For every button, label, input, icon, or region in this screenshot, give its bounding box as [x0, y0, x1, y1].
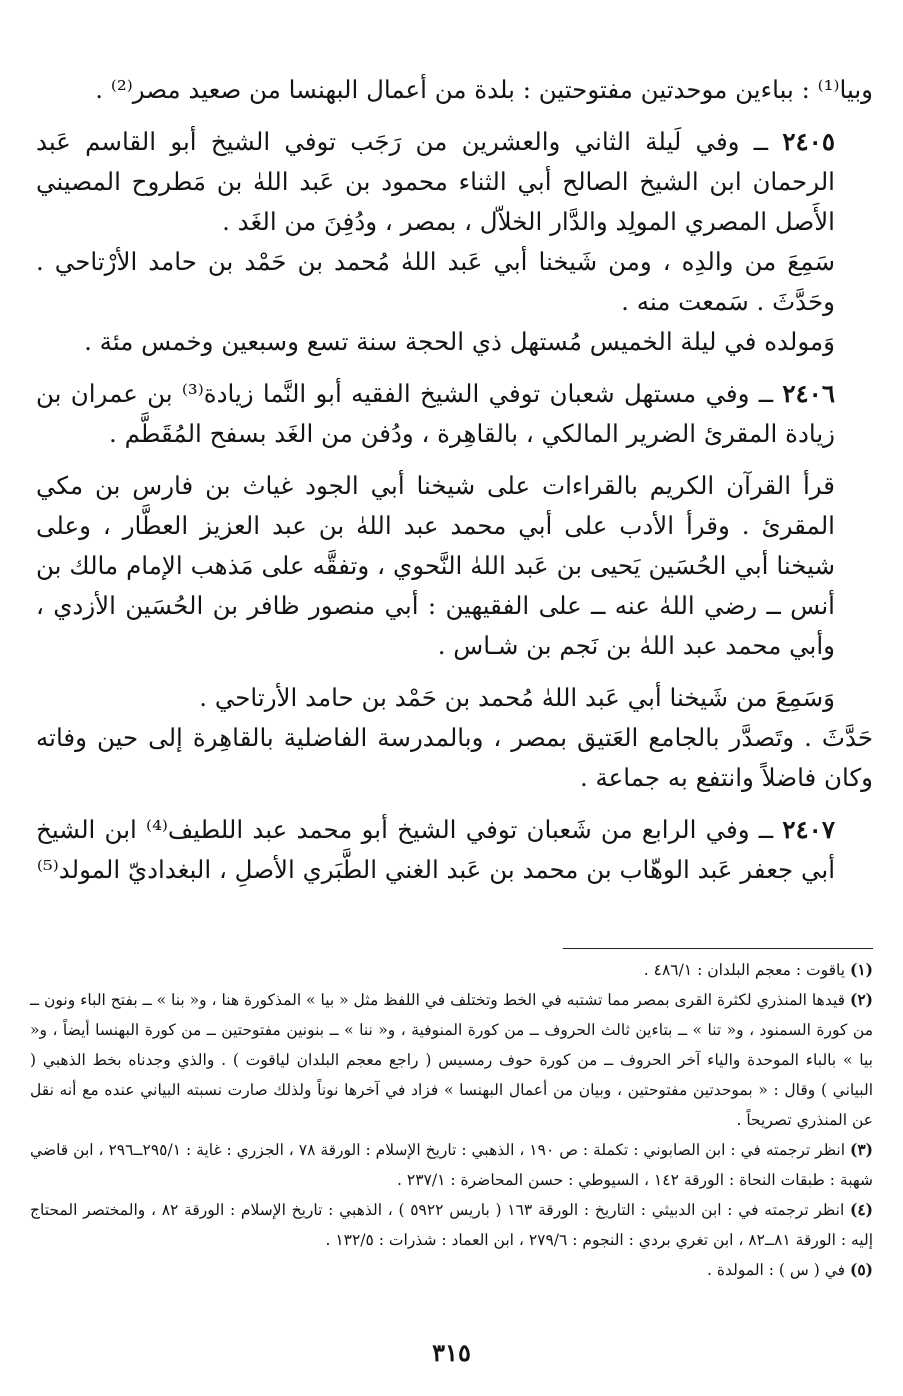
entry-2406 [36, 374, 873, 454]
entry-number: ٢٤٠٦ [782, 379, 835, 408]
paragraph-haddath: حَدَّثَ . وتَصدَّر بالجامع العَتيق بمصر ، وبالمدرسة الفاضلية بالقاهِرة إلى حين وفاته وكان فاضلاً وانتفع به جماعة . [36, 723, 873, 792]
footnote-number: (٣) [849, 1140, 873, 1159]
footnote-number: (٤) [849, 1200, 873, 1219]
footnote-text: انظر ترجمته في : ابن الصابوني : تكملة : ص ١٩٠ ، الذهبي : تاريخ الإسلام : الورقة ٧٨ ، الجزري : غاية : ٢٩٥/١ــ٢٩٦ ، ابن قاضي شهبة : طبقات النحاة : الورقة ١٤٢ ، السيوطي : حسن المحاضرة : ٢٣٧/١ . [30, 1141, 873, 1189]
footnote-number: (٢) [849, 990, 873, 1009]
entry-2407 [36, 810, 873, 890]
entry-text: ــ وفي الرابع من شَعبان توفي الشيخ أبو محمد عبد اللطيف⁽⁴⁾ ابن الشيخ أبي جعفر عَبد الوهّاب بن محمد بن عَبد الغني الطَّبَري الأصلِ ، البغداديّ المولد⁽⁵⁾ [36, 815, 835, 884]
paragraph-qiraat: قرأ القرآن الكريم بالقراءات على شيخنا أبي الجود غياث بن فارس بن مكي المقرئ . وقرأ الأدب على أبي محمد عبد اللهٰ بن عبد العزيز العطَّار ، وعلى شيخنا أبي الحُسَين يَحيى بن عَبد اللهٰ النَّحوي ، وتفقَّه على مَذهب الإمام مالك بن أنس ــ رضي اللهٰ عنه ــ على الفقيهين : أبي منصور ظافر بن الحُسَين الأزدي ، وأبي محمد عبد اللهٰ بن نَجم بن شـاس . [36, 471, 835, 660]
page-number: ٣١٥ [432, 1338, 471, 1367]
footnote-text: انظر ترجمته في : ابن الدبيثي : التاريخ : الورقة ١٦٣ ( باريس ٥٩٢٢ ) ، الذهبي : تاريخ الإسلام : الورقة ٨٢ ، والمختصر المحتاج إليه : الورقة ٨١ــ٨٢ ، ابن تغري بردي : النجوم : ٢٧٩/٦ ، ابن العماد : شذرات : ١٣٢/٥ . [30, 1201, 873, 1249]
footnote-text: ياقوت : معجم البلدان : ٤٨٦/١ . [643, 961, 850, 979]
footnote-number: (١) [849, 960, 873, 979]
entry-number: ٢٤٠٧ [782, 815, 835, 844]
paragraph-mawlid: وَمولده في ليلة الخميس مُستهل ذي الحجة سنة تسع وسبعين وخمس مئة . [84, 327, 835, 356]
paragraph-intro: وبيا⁽¹⁾ : بباءين موحدتين مفتوحتين : بلدة من أعمال البهنسا من صعيد مصر⁽²⁾ . [95, 75, 873, 104]
footnote-3 [30, 1135, 873, 1195]
footnotes [30, 948, 873, 1285]
footnote-divider [563, 948, 873, 949]
paragraph-sama-2: وَسَمِعَ من شَيخنا أبي عَبد اللهٰ مُحمد بن حَمْد بن حامد الأرتاحي . [199, 683, 835, 712]
entry-number: ٢٤٠٥ [782, 127, 835, 156]
footnote-2 [30, 985, 873, 1135]
footnote-1 [30, 955, 873, 985]
footnote-5 [30, 1255, 873, 1285]
entry-text: ــ وفي لَيلة الثاني والعشرين من رَجَب توفي الشيخ أبو القاسم عَبد الرحمان ابن الشيخ الصالح أبي الثناء محمود بن عَبد اللهٰ بن مَطروح المصيني الأَصل المصري المولِد والدَّار الخلاّل ، بمصر ، ودُفِنَ من الغَد . [36, 127, 835, 236]
entry-2405 [36, 122, 873, 242]
footnote-number: (٥) [849, 1260, 873, 1279]
main-text [36, 70, 873, 890]
footnote-text: في ( س ) : المولدة . [707, 1261, 850, 1279]
footnote-4 [30, 1195, 873, 1255]
paragraph-sama: سَمِعَ من والدِه ، ومن شَيخنا أبي عَبد اللهٰ مُحمد بن حَمْد بن حامد الأرْتاحي . وحَدَّثَ . سَمعت منه . [36, 247, 835, 316]
entry-text: ــ وفي مستهل شعبان توفي الشيخ الفقيه أبو النَّما زيادة⁽³⁾ بن عمران بن زيادة المقرئ الضرير المالكي ، بالقاهِرة ، ودُفن من الغَد بسفح المُقَطَّم . [36, 379, 835, 448]
footnote-text: قيدها المنذري لكثرة القرى بمصر مما تشتبه في الخط وتختلف في اللفظ مثل « بيا » المذكورة هنا ، و« بنا » ــ بفتح الباء ونون ــ من كورة السمنود ، و« تنا » ــ بتاءين ثالث الحروف ــ من كورة المنوفية ، و« ننا » ــ بنونين مفتوحتين ــ من كورة البهنسا أيضاً ، و« بيا » بالباء الموحدة والياء آخر الحروف ــ من كورة حوف رمسيس ( راجع معجم البلدان لياقوت ) . والذي وجدناه بخط الذهبي ( البياني ) وقال : « بموحدتين مفتوحتين ، وبيان من أعمال البهنسا » فزاد في آخرها نوناً ولذلك صارت نسبته البياني عنده مع أنه نقل عن المنذري تصريحاً . [30, 991, 873, 1129]
